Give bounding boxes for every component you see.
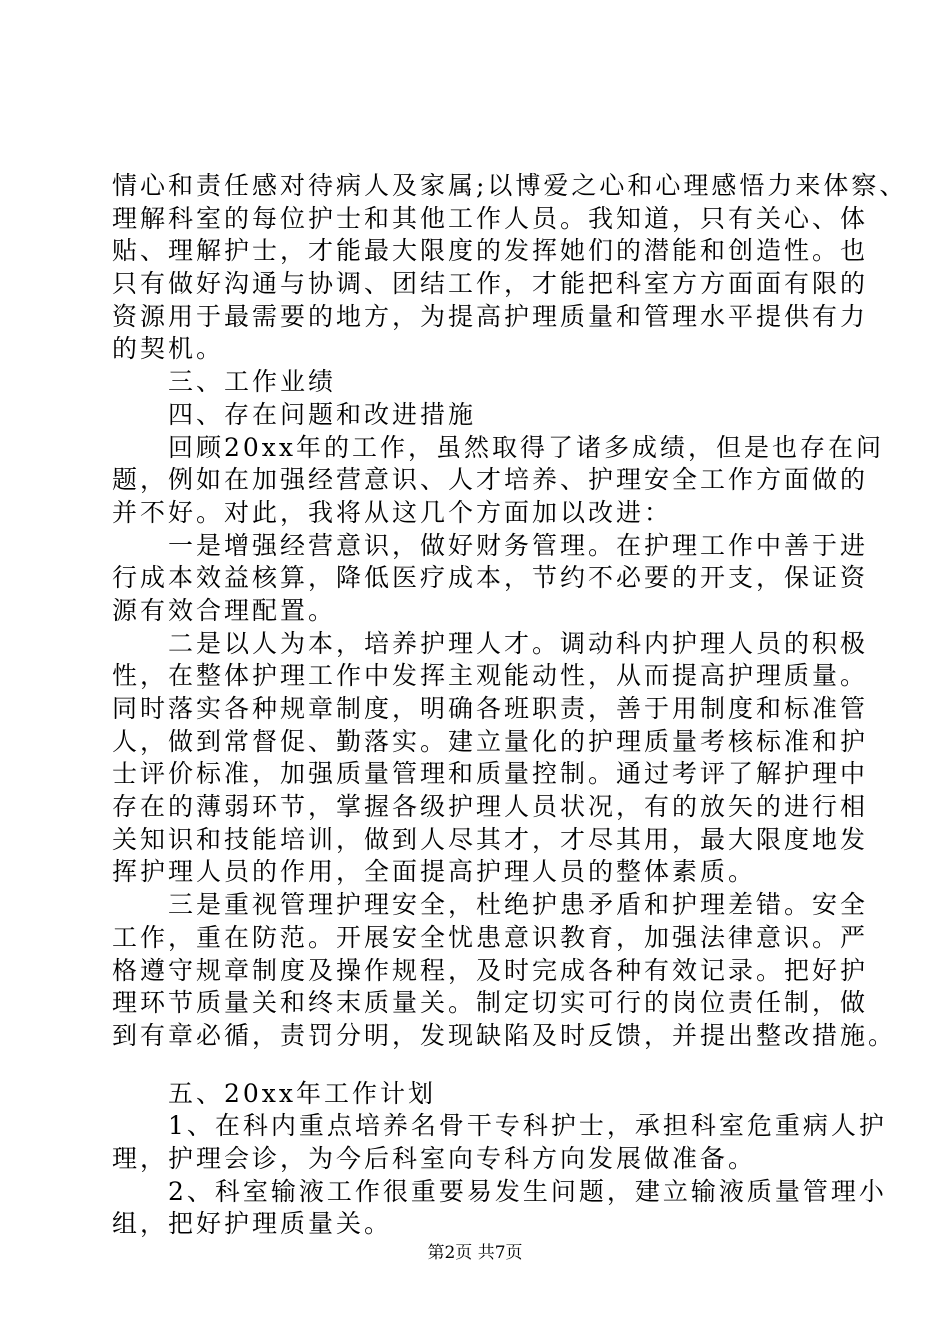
paragraph-line: 回顾20xx年的工作，虽然取得了诸多成绩，但是也存在问 bbox=[168, 432, 885, 462]
paragraph-line: 工作，重在防范。开展安全忧患意识教育，加强法律意识。严 bbox=[112, 922, 869, 952]
paragraph-line: 2、科室输液工作很重要易发生问题，建立输液质量管理小 bbox=[168, 1176, 887, 1206]
paragraph-line: 理解科室的每位护士和其他工作人员。我知道，只有关心、体 bbox=[112, 203, 869, 233]
page-number: 第2页 共7页 bbox=[427, 1243, 523, 1263]
section-heading: 五、20xx年工作计划 bbox=[168, 1078, 437, 1108]
paragraph-line: 的契机。 bbox=[112, 334, 225, 364]
paragraph-line: 格遵守规章制度及操作规程，及时完成各种有效记录。把好护 bbox=[112, 955, 869, 985]
paragraph-line: 三是重视管理护理安全，杜绝护患矛盾和护理差错。安全 bbox=[168, 890, 869, 920]
section-heading: 三、工作业绩 bbox=[168, 367, 337, 397]
paragraph-line: 源有效合理配置。 bbox=[112, 595, 337, 625]
paragraph-line: 挥护理人员的作用，全面提高护理人员的整体素质。 bbox=[112, 857, 757, 887]
paragraph-line: 题，例如在加强经营意识、人才培养、护理安全工作方面做的 bbox=[112, 465, 869, 495]
paragraph-line: 性，在整体护理工作中发挥主观能动性，从而提高护理质量。 bbox=[112, 661, 869, 691]
paragraph-line: 并不好。对此，我将从这几个方面加以改进： bbox=[112, 497, 673, 527]
paragraph-line: 一是增强经营意识，做好财务管理。在护理工作中善于进 bbox=[168, 530, 869, 560]
paragraph-line: 理，护理会诊，为今后科室向专科方向发展做准备。 bbox=[112, 1143, 757, 1173]
paragraph-line: 情心和责任感对待病人及家属;以博爱之心和心理感悟力来体察、 bbox=[112, 171, 908, 200]
paragraph-line: 到有章必循，责罚分明，发现缺陷及时反馈，并提出整改措施。 bbox=[112, 1020, 897, 1050]
paragraph-line: 存在的薄弱环节，掌握各级护理人员状况，有的放矢的进行相 bbox=[112, 792, 869, 822]
page-footer bbox=[0, 1242, 950, 1264]
paragraph-line: 行成本效益核算，降低医疗成本，节约不必要的开支，保证资 bbox=[112, 563, 869, 593]
paragraph-line: 只有做好沟通与协调、团结工作，才能把科室方方面面有限的 bbox=[112, 269, 869, 299]
paragraph-line: 贴、理解护士，才能最大限度的发挥她们的潜能和创造性。也 bbox=[112, 236, 869, 266]
paragraph-line: 人，做到常督促、勤落实。建立量化的护理质量考核标准和护 bbox=[112, 726, 869, 756]
paragraph-spacer bbox=[112, 1053, 852, 1078]
section-heading: 四、存在问题和改进措施 bbox=[168, 399, 477, 429]
document-body bbox=[112, 170, 908, 1241]
paragraph-line: 二是以人为本，培养护理人才。调动科内护理人员的积极 bbox=[168, 628, 869, 658]
paragraph-line: 1、在科内重点培养名骨干专科护士，承担科室危重病人护 bbox=[168, 1111, 887, 1141]
paragraph-line: 资源用于最需要的地方，为提高护理质量和管理水平提供有力 bbox=[112, 301, 869, 331]
paragraph-line: 士评价标准，加强质量管理和质量控制。通过考评了解护理中 bbox=[112, 759, 869, 789]
paragraph-line: 组，把好护理质量关。 bbox=[112, 1209, 393, 1239]
paragraph-line: 关知识和技能培训，做到人尽其才，才尽其用，最大限度地发 bbox=[112, 824, 869, 854]
paragraph-line: 理环节质量关和终末质量关。制定切实可行的岗位责任制，做 bbox=[112, 988, 869, 1018]
paragraph-line: 同时落实各种规章制度，明确各班职责，善于用制度和标准管 bbox=[112, 694, 869, 723]
